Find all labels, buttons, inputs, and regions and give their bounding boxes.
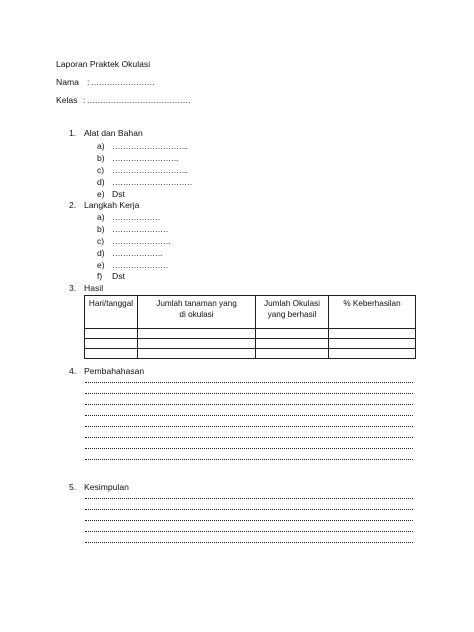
list-item-letter: d) <box>97 248 105 258</box>
column-header: Jumlah Okulasi yang berhasil <box>256 296 329 329</box>
report-title: Laporan Praktek Okulasi <box>56 59 151 69</box>
list-item-text: Dst <box>112 189 125 199</box>
writing-line <box>85 518 413 521</box>
list-item-text: ……………………. <box>112 153 178 163</box>
section-number-langkah: 2. <box>69 200 77 210</box>
list-item-letter: a) <box>97 141 105 151</box>
list-item-letter: f) <box>97 271 103 281</box>
writing-line <box>85 457 413 460</box>
writing-line <box>85 424 413 427</box>
list-item-text: ……………………….. <box>112 165 188 175</box>
writing-line <box>85 413 413 416</box>
table-cell <box>329 349 416 359</box>
list-item-letter: c) <box>97 236 105 246</box>
list-item-text: ………………… <box>112 224 168 234</box>
list-item-letter: e) <box>97 189 105 199</box>
list-item-letter: e) <box>97 260 105 270</box>
list-item-text: ……………… <box>112 212 160 222</box>
writing-line <box>85 380 413 383</box>
list-item-text: ………………………… <box>112 177 192 187</box>
section-title-alat: Alat dan Bahan <box>84 128 143 138</box>
column-header: % Keberhasilan <box>329 296 416 329</box>
list-item-text: …………………. <box>112 236 170 246</box>
table-header-row <box>85 296 416 329</box>
writing-line <box>85 540 413 543</box>
field-label-nama: Nama <box>56 77 79 87</box>
section-number-pembahasan: 4. <box>69 366 77 376</box>
list-item-letter: b) <box>97 153 105 163</box>
table-cell <box>85 349 138 359</box>
results-table <box>84 295 416 359</box>
table-cell <box>256 329 329 339</box>
table-cell <box>138 339 256 349</box>
writing-line <box>85 402 413 405</box>
field-value-kelas: : ………………………………… <box>83 95 191 105</box>
writing-line <box>85 507 413 510</box>
field-label-kelas: Kelas <box>56 95 78 105</box>
section-number-hasil: 3. <box>69 283 77 293</box>
list-item-text: Dst <box>112 271 125 281</box>
writing-line <box>85 446 413 449</box>
table-cell <box>85 339 138 349</box>
section-number-kesimpulan: 5. <box>69 482 77 492</box>
table-row <box>85 349 416 359</box>
writing-line <box>85 496 413 499</box>
list-item-text: ……………………….. <box>112 141 188 151</box>
writing-line <box>85 435 413 438</box>
table-cell <box>138 349 256 359</box>
section-number-alat: 1. <box>69 128 77 138</box>
table-cell <box>256 339 329 349</box>
column-header: Jumlah tanaman yang di okulasi <box>138 296 256 329</box>
writing-line <box>85 391 413 394</box>
table-cell <box>138 329 256 339</box>
section-title-kesimpulan: Kesimpulan <box>84 482 129 492</box>
table-cell <box>329 329 416 339</box>
field-value-nama: : …………………… <box>87 77 155 87</box>
column-header: Hari/tanggal <box>85 296 138 329</box>
table-row <box>85 329 416 339</box>
list-item-text: ………………… <box>112 260 168 270</box>
table-cell <box>85 329 138 339</box>
list-item-letter: b) <box>97 224 105 234</box>
section-title-pembahasan: Pembahahasan <box>84 366 145 376</box>
list-item-letter: d) <box>97 177 105 187</box>
list-item-text: ………………. <box>112 248 162 258</box>
section-title-hasil: Hasil <box>84 283 104 293</box>
table-row <box>85 339 416 349</box>
list-item-letter: c) <box>97 165 105 175</box>
section-title-langkah: Langkah Kerja <box>84 200 140 210</box>
table-cell <box>329 339 416 349</box>
list-item-letter: a) <box>97 212 105 222</box>
writing-line <box>85 529 413 532</box>
table-cell <box>256 349 329 359</box>
